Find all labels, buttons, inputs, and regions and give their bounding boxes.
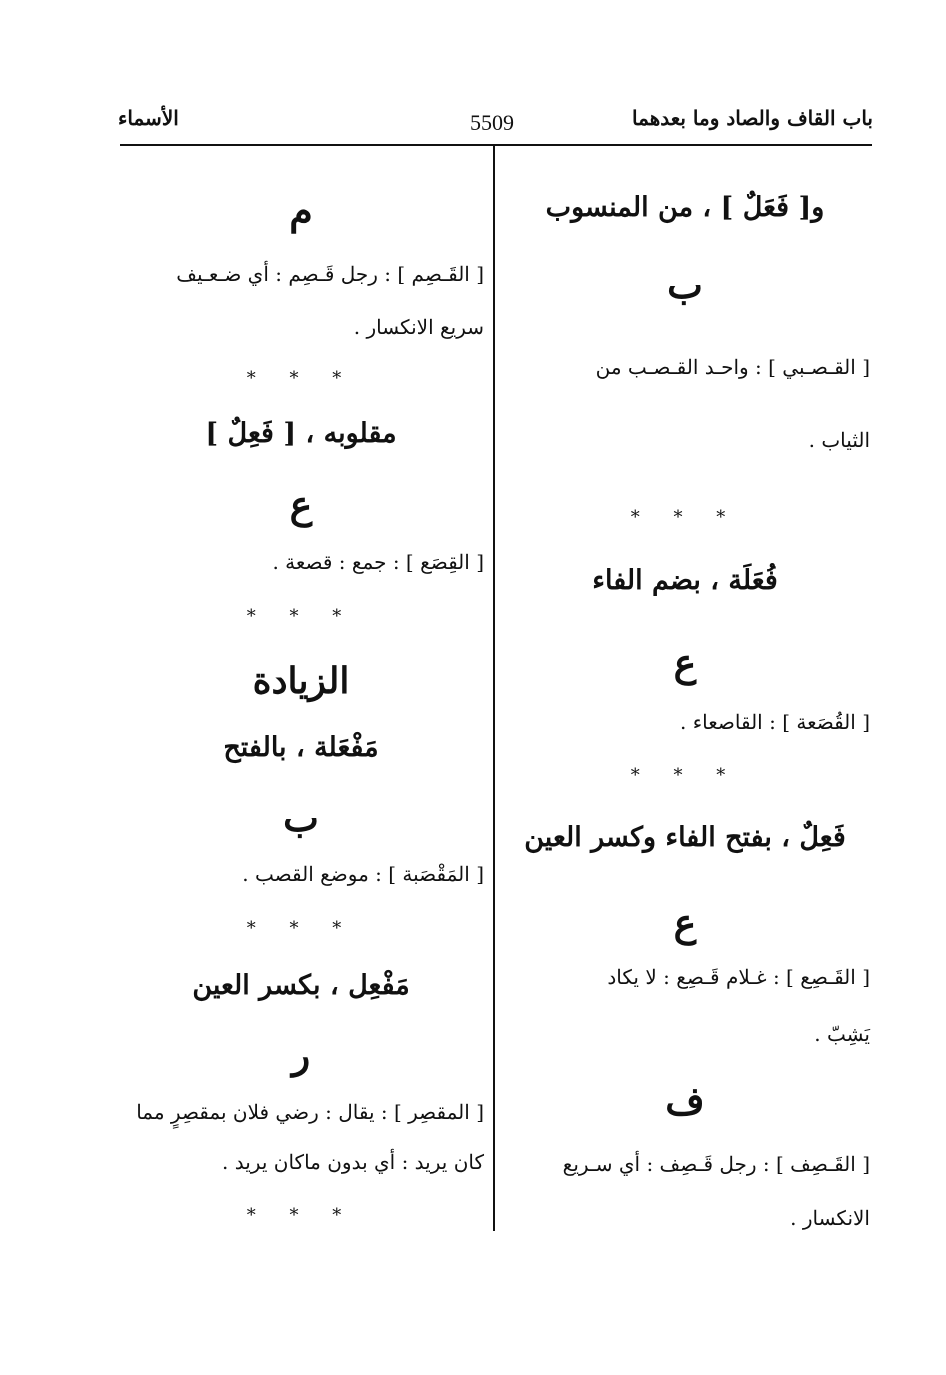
- section-heading: فَعِلٌ ، بفتح الفاء وكسر العين: [524, 822, 846, 853]
- separator-stars: * * *: [246, 918, 356, 939]
- section-heading: مَفْعِل ، بكسر العين: [192, 970, 410, 1001]
- root-letter: ف: [665, 1078, 705, 1123]
- page-header: [118, 100, 873, 140]
- entry-line: [ القَـصِم ] : رجل قَـصِم : أي ضـعـيف: [176, 262, 484, 286]
- section-heading: مَفْعَلة ، بالفتح: [223, 732, 379, 763]
- separator-stars: * * *: [630, 507, 740, 528]
- section-title: الأسماء: [118, 106, 179, 130]
- entry-line: [ القـصـبي ] : واحـد القـصـب من: [595, 355, 870, 379]
- separator-stars: * * *: [246, 1205, 356, 1226]
- root-letter: ع: [673, 640, 697, 685]
- separator-stars: * * *: [630, 765, 740, 786]
- root-letter: ب: [667, 262, 703, 307]
- separator-stars: * * *: [246, 606, 356, 627]
- root-letter: ر: [291, 1032, 311, 1077]
- chapter-title: باب القاف والصاد وما بعدهما: [632, 106, 873, 130]
- entry-line: [ القِصَع ] : جمع : قصعة .: [272, 550, 484, 574]
- entry-line: [ القُصَعة ] : القاصعاء .: [680, 710, 870, 734]
- entry-line: [ المقصِر ] : يقال : رضي فلان بمقصِرٍ مما: [136, 1100, 484, 1124]
- section-heading: و[ فَعَلٌ ] ، من المنسوب: [545, 192, 825, 223]
- section-heading: مقلوبه ، [ فَعِلٌ ]: [205, 418, 397, 449]
- root-letter: ع: [673, 900, 697, 945]
- entry-line: [ القَـصِع ] : غـلام قَـصِع : لا يكاد: [607, 965, 870, 989]
- entry-line: [ المَقْصَبة ] : موضع القصب .: [242, 862, 484, 886]
- major-heading: الزيادة: [252, 660, 350, 702]
- root-letter: م: [289, 188, 313, 233]
- separator-stars: * * *: [246, 368, 356, 389]
- entry-line: الثياب .: [808, 428, 870, 452]
- column-divider: [493, 146, 495, 1231]
- root-letter: ب: [283, 795, 319, 840]
- page-number: 5509: [470, 110, 514, 135]
- section-heading: فُعَلَة ، بضم الفاء: [592, 565, 778, 596]
- entry-line: [ القَـصِف ] : رجل قَـصِف : أي سـريع: [562, 1152, 870, 1176]
- header-rule: [120, 144, 872, 146]
- entry-line: كان يريد : أي بدون ماكان يريد .: [222, 1150, 484, 1174]
- entry-line: الانكسار .: [790, 1206, 870, 1230]
- entry-line: يَشِبّ .: [814, 1022, 870, 1046]
- root-letter: ع: [289, 482, 313, 527]
- entry-line: سريع الانكسار .: [353, 315, 484, 339]
